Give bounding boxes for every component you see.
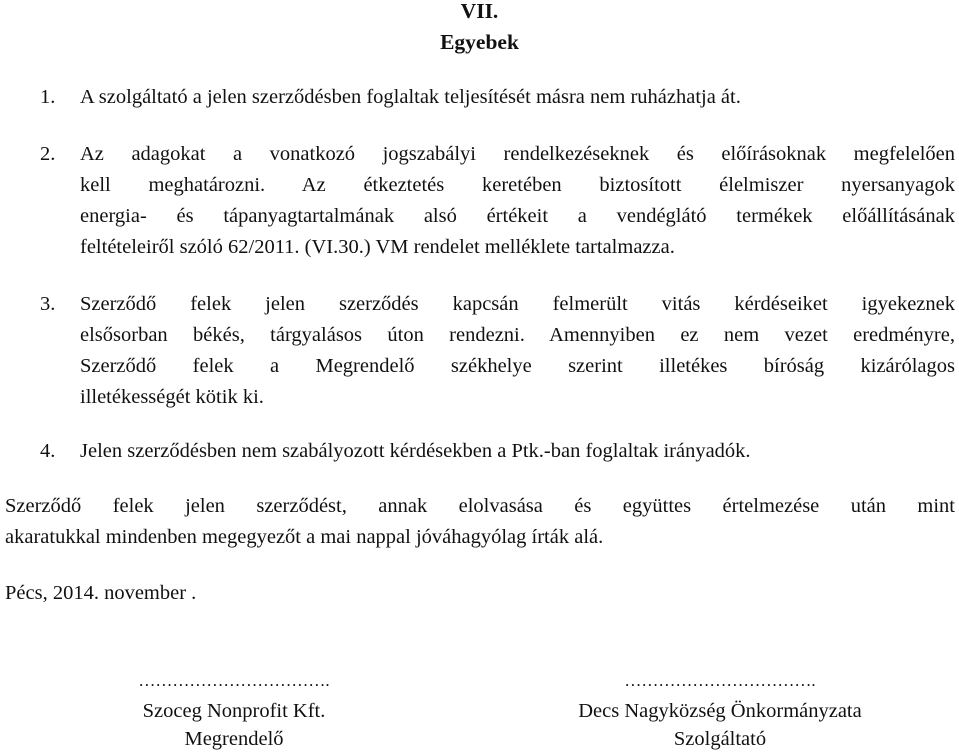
item-text-line: illetékességét kötik ki.	[80, 386, 264, 408]
signatory-role: Megrendelő	[184, 728, 284, 750]
section-title: Egyebek	[440, 30, 519, 54]
closing-text-line: akaratukkal mindenben megegyezőt a mai nappal jóváhagyólag írták alá.	[5, 526, 604, 548]
item-text-line: Szerződő felek jelen szerződés kapcsán felmerült vitás kérdéseiket igyekeznek	[80, 293, 955, 315]
item-text-line: Jelen szerződésben nem szabályozott kérdésekben a Ptk.-ban foglaltak irányadók.	[80, 440, 751, 462]
signatory-name: Decs Nagyközség Önkormányzata	[578, 700, 862, 722]
item-number: 2.	[40, 143, 56, 165]
item-number: 3.	[40, 293, 56, 315]
section-number: VII.	[460, 0, 499, 23]
item-number: 4.	[40, 440, 56, 462]
closing-text-line: Szerződő felek jelen szerződést, annak elolvasása és együttes értelmezése után mint	[5, 495, 955, 517]
item-text-line: elsősorban békés, tárgyalásos úton rendezni. Amennyiben ez nem vezet eredményre,	[80, 324, 955, 346]
item-text-line: A szolgáltató a jelen szerződésben foglaltak teljesítését másra nem ruházhatja át.	[80, 86, 741, 108]
item-text-line: Szerződő felek a Megrendelő székhelye szerint illetékes bíróság kizárólagos	[80, 355, 955, 377]
item-number: 1.	[40, 86, 56, 108]
place-date: Pécs, 2014. november .	[5, 582, 197, 604]
item-text-line: kell meghatározni. Az étkeztetés keretében biztosított élelmiszer nyersanyagok	[80, 174, 955, 196]
item-text-line: feltételeiről szóló 62/2011. (VI.30.) VM rendelet melléklete tartalmazza.	[80, 236, 675, 258]
signature-line: …………………………….	[138, 671, 330, 690]
signatory-name: Szoceg Nonprofit Kft.	[142, 700, 326, 722]
signature-line: …………………………….	[624, 671, 816, 690]
item-text-line: energia- és tápanyagtartalmának alsó értékeit a vendéglátó termékek előállításának	[80, 205, 955, 227]
item-text-line: Az adagokat a vonatkozó jogszabályi rendelkezéseknek és előírásoknak megfelelően	[80, 143, 955, 165]
signatory-role: Szolgáltató	[673, 728, 767, 750]
